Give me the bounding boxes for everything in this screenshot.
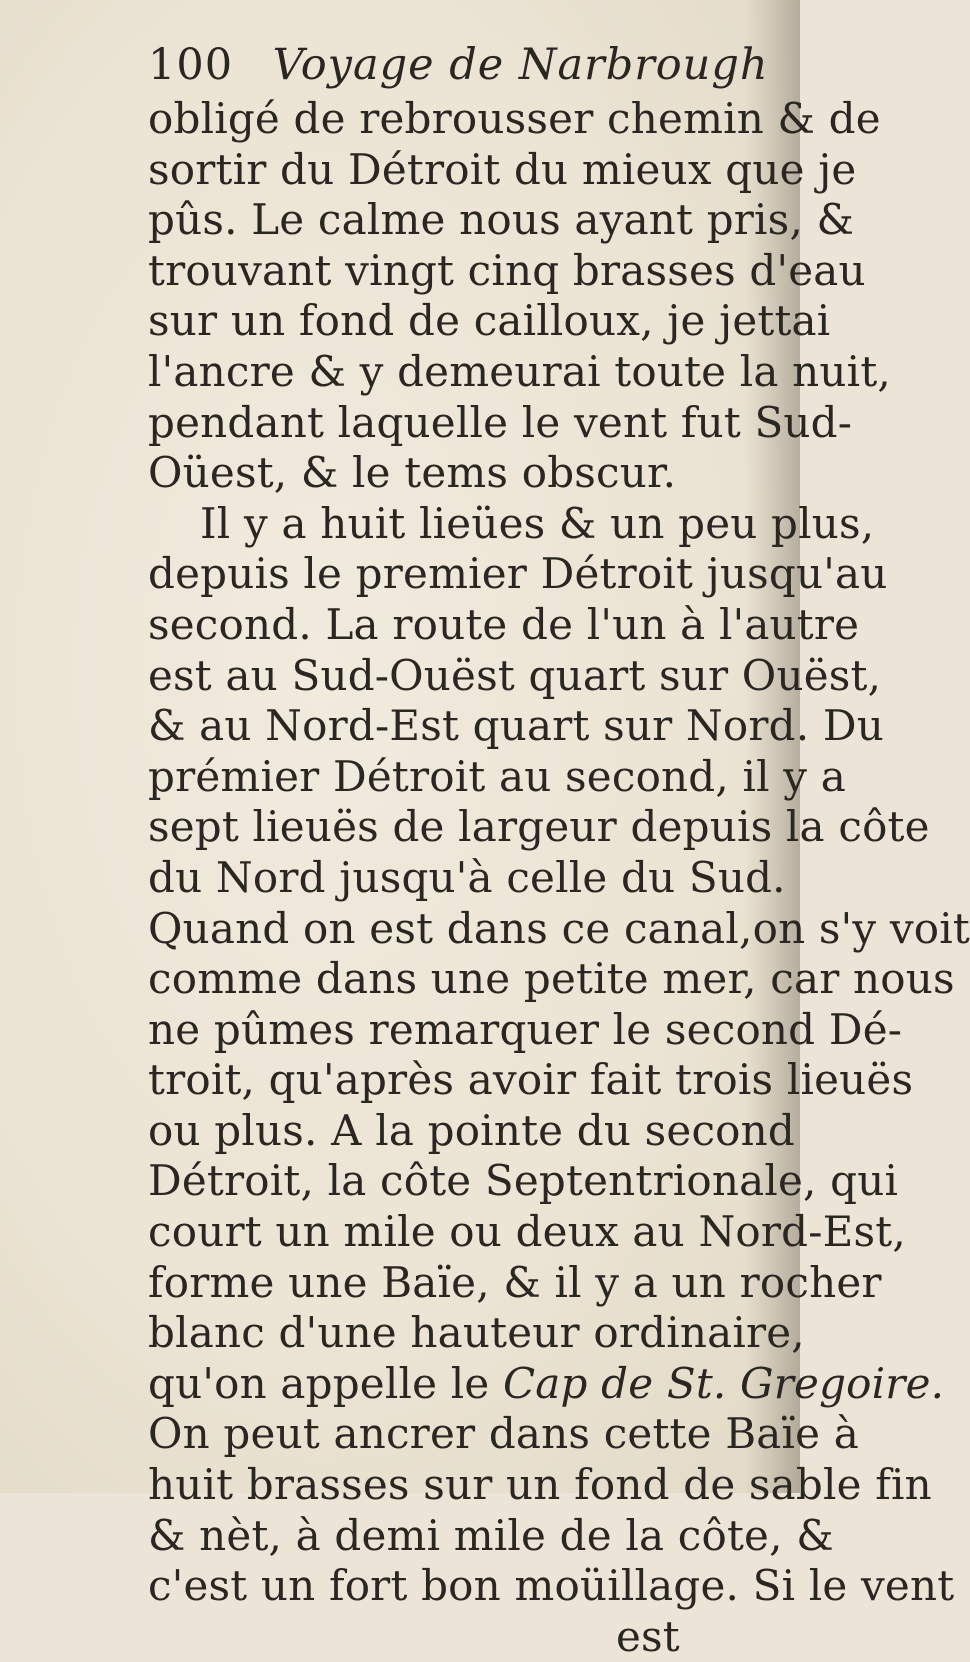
text-line: court un mile ou deux au Nord-Est,: [148, 1207, 906, 1257]
text-line: troit, qu'après avoir fait trois lieuës: [148, 1055, 914, 1105]
running-title: Voyage de Narbrough: [272, 40, 769, 90]
text-line: huit brasses sur un fond de sable fin: [148, 1460, 932, 1510]
text-line-start: qu'on appelle le: [148, 1358, 503, 1408]
text-line: second. La route de l'un à l'autre: [148, 599, 860, 649]
text-line: sept lieuës de largeur depuis la côte: [148, 802, 930, 852]
text-line: prémier Détroit au second, il y a: [148, 751, 847, 801]
text-line: & nèt, à demi mile de la côte, &: [148, 1510, 834, 1560]
text-line: blanc d'une hauteur ordinaire,: [148, 1308, 805, 1358]
page-header: [148, 40, 769, 90]
place-name: Cap de St. Gregoire.: [502, 1358, 945, 1408]
text-line-with-place-name: [148, 1358, 945, 1410]
text-line: Détroit, la côte Septentrionale, qui: [148, 1156, 899, 1206]
text-line: pûs. Le calme nous ayant pris, &: [148, 195, 855, 245]
text-line: comme dans une petite mer, car nous: [148, 954, 955, 1004]
text-line: trouvant vingt cinq brasses d'eau: [148, 245, 866, 295]
text-line: & au Nord-Est quart sur Nord. Du: [148, 701, 884, 751]
text-line: obligé de rebrousser chemin & de: [148, 94, 881, 143]
text-line: forme une Baïe, & il y a un rocher: [148, 1257, 882, 1307]
text-line: est au Sud-Ouëst quart sur Ouëst,: [148, 650, 882, 700]
text-line: Quand on est dans ce canal,on s'y voit: [148, 903, 970, 953]
text-line: sortir du Détroit du mieux que je: [148, 144, 857, 194]
text-line: ou plus. A la pointe du second: [148, 1105, 795, 1155]
text-line: l'ancre & y demeurai toute la nuit,: [148, 346, 891, 396]
page-number: 100: [148, 40, 234, 90]
catchword: est: [616, 1611, 680, 1661]
text-line: On peut ancrer dans cette Baïe à: [148, 1409, 860, 1459]
text-line: depuis le premier Détroit jusqu'au: [148, 549, 888, 599]
text-line: Oüest, & le tems obscur.: [148, 448, 677, 498]
text-line: pendant laquelle le vent fut Sud-: [148, 397, 853, 447]
body-text: [148, 94, 970, 1662]
text-line: ne pûmes remarquer le second Dé-: [148, 1004, 903, 1054]
text-line: du Nord jusqu'à celle du Sud.: [148, 852, 786, 902]
paragraph-start-line: Il y a huit lieües & un peu plus,: [200, 498, 875, 548]
text-line: sur un fond de cailloux, je jettai: [148, 296, 831, 346]
text-line: c'est un fort bon moüillage. Si le vent: [148, 1561, 955, 1611]
